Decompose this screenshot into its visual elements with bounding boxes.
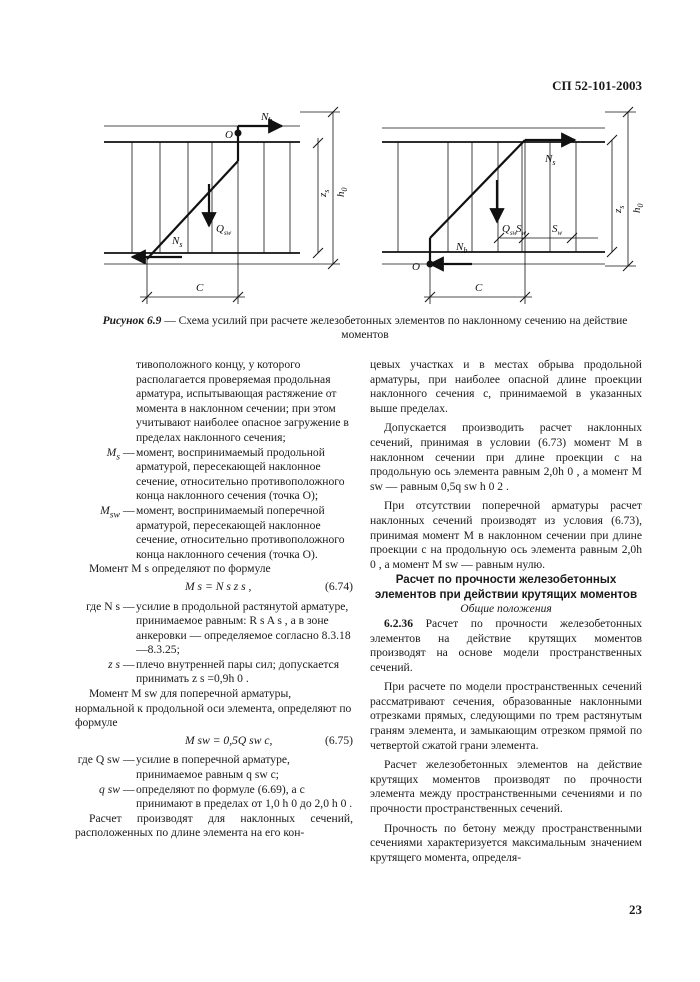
section-subheading: Общие положения bbox=[460, 602, 552, 616]
definition-q-sw: q sw — определяют по формуле (6.69), а c принимают в пределах от 1,0 h 0 до 2,0 h 0 . bbox=[99, 782, 353, 811]
label-h0-left: $h_0$ bbox=[335, 187, 349, 197]
label-qsw-left: $Q_{sw}$ bbox=[216, 223, 232, 237]
label-zs-right: $z_s$ bbox=[612, 205, 626, 213]
symbol-msw: $M_{sw}$ bbox=[100, 503, 120, 521]
label-c-left: C bbox=[196, 282, 204, 294]
right-diagram-labels bbox=[412, 153, 645, 294]
label-nb-right: $N_b$ bbox=[456, 241, 468, 255]
left-continuation: тивоположного концу, у которого располагается проверяемая продольная арматура, испытывающая растяжение от момента в наклонном сечении; при этом учитывают наиболее опасное загружение в пределах наклонного сечения; bbox=[136, 358, 349, 444]
left-last-paragraph: Расчет производят для наклонных сечений, расположенных по длине элемента на его кон- bbox=[75, 811, 353, 840]
paragraph-strength: Прочность по бетону между пространственными сечениями характеризуется максимальным значением крутящего момента, определя- bbox=[370, 821, 642, 864]
label-c-right: C bbox=[475, 282, 483, 294]
definition-zs: z s — плечо внутренней пары сил; допускается принимать z s =0,9h 0 . bbox=[108, 657, 340, 686]
label-sw-right-2: $S_w$ bbox=[552, 223, 563, 237]
definition-ns: где N s — усилие в продольной растянутой арматуре, принимаемое равным: R s A s , а в зоне анкеровки — определяемое согласно 8.3.18—8.3.25; bbox=[86, 599, 351, 657]
paragraph-6-2-36: 6.2.36 Расчет по прочности железобетонных элементов на действие крутящих моментов производят на основе модели пространственных сечений. bbox=[370, 616, 642, 674]
paragraph-approx: Допускается производить расчет наклонных сечений, принимая в условии (6.73) момент M в наклонном сечении при длине проекции c на продольную ось элемента равным 2,0h 0 , а момент M sw — равным 0,5q sw h 0 2 . bbox=[370, 421, 642, 493]
formula-6-75: M sw = 0,5Q sw c, (6.75) bbox=[185, 733, 353, 747]
caption-text: — Схема усилий при расчете железобетонных элементов по наклонному сечению на действие моментов bbox=[161, 315, 628, 341]
right-continuation: цевых участках и в местах обрыва продольной арматуры, при наиболее опасной длине проекции наклонного сечения c, принимаемой в указанных выше пределах. bbox=[370, 358, 642, 415]
left-diagram bbox=[104, 107, 340, 304]
paragraph-no-stirrups: При отсутствии поперечной арматуры расчет наклонных сечений производят из условия (6.73), принимая момент M в наклонном сечении при длине проекции c на продольную ось элемента равным 2,0h 0 , а момент M sw — равным нулю. bbox=[370, 499, 642, 571]
label-qsw-right: $Q_{sw}$ bbox=[502, 223, 518, 237]
label-o-right: O bbox=[412, 261, 420, 273]
label-nb-left: $N_b$ bbox=[261, 111, 273, 125]
symbol-ms: $M_s$ bbox=[106, 445, 120, 462]
definition-msw: $M_{sw}$ — момент, воспринимаемый поперечной арматурой, пересекающей наклонное сечение, относительно противоположного конца наклонного сечения (точка O). bbox=[75, 504, 353, 562]
section-heading: Расчет по прочности железобетонных элементов при действии крутящих моментов bbox=[374, 573, 638, 602]
page-number: 23 bbox=[629, 902, 642, 917]
left-column bbox=[75, 358, 353, 841]
ms-intro: Момент M s определяют по формуле bbox=[89, 562, 271, 576]
label-ns-right: $N_s$ bbox=[545, 153, 556, 167]
label-sw-right-1: $S_w$ bbox=[516, 223, 527, 237]
paragraph-calc: Расчет железобетонных элементов на действие крутящих моментов производят по прочности элемента между пространственными сечениями и по прочности пространственных сечений. bbox=[370, 758, 642, 816]
definition-ms: $M_s$ — момент, воспринимаемый продольной арматурой, пересекающей наклонное сечение, относительно противоположного конца наклонного сечения (точка O); bbox=[75, 446, 353, 504]
label-zs-left: $z_s$ bbox=[317, 189, 331, 197]
force-diagram-figure bbox=[0, 0, 700, 312]
label-ns-left: $N_s$ bbox=[172, 235, 183, 249]
label-h0-right: $h_0$ bbox=[631, 203, 645, 213]
formula-6-74: M s = N s z s , (6.74) bbox=[185, 579, 353, 593]
caption-prefix: Рисунок 6.9 bbox=[102, 315, 162, 327]
label-o-left: O bbox=[225, 129, 233, 141]
right-diagram bbox=[382, 107, 636, 304]
running-header: СП 52-101-2003 bbox=[552, 78, 642, 93]
figure-caption bbox=[90, 314, 640, 342]
right-column bbox=[370, 358, 642, 865]
msw-intro: Момент M sw для поперечной арматуры, нормальной к продольной оси элемента, определяют по формуле bbox=[75, 687, 352, 730]
definition-qsw: где Q sw — усилие в поперечной арматуре, принимаемое равным q sw c; bbox=[77, 753, 290, 782]
paragraph-model: При расчете по модели пространственных сечений рассматривают сечения, образованные наклонными отрезками прямых, следующими по трем растянутым граням элемента, и замыкающим отрезком прямой по четвертой сжатой грани элемента. bbox=[370, 680, 642, 752]
